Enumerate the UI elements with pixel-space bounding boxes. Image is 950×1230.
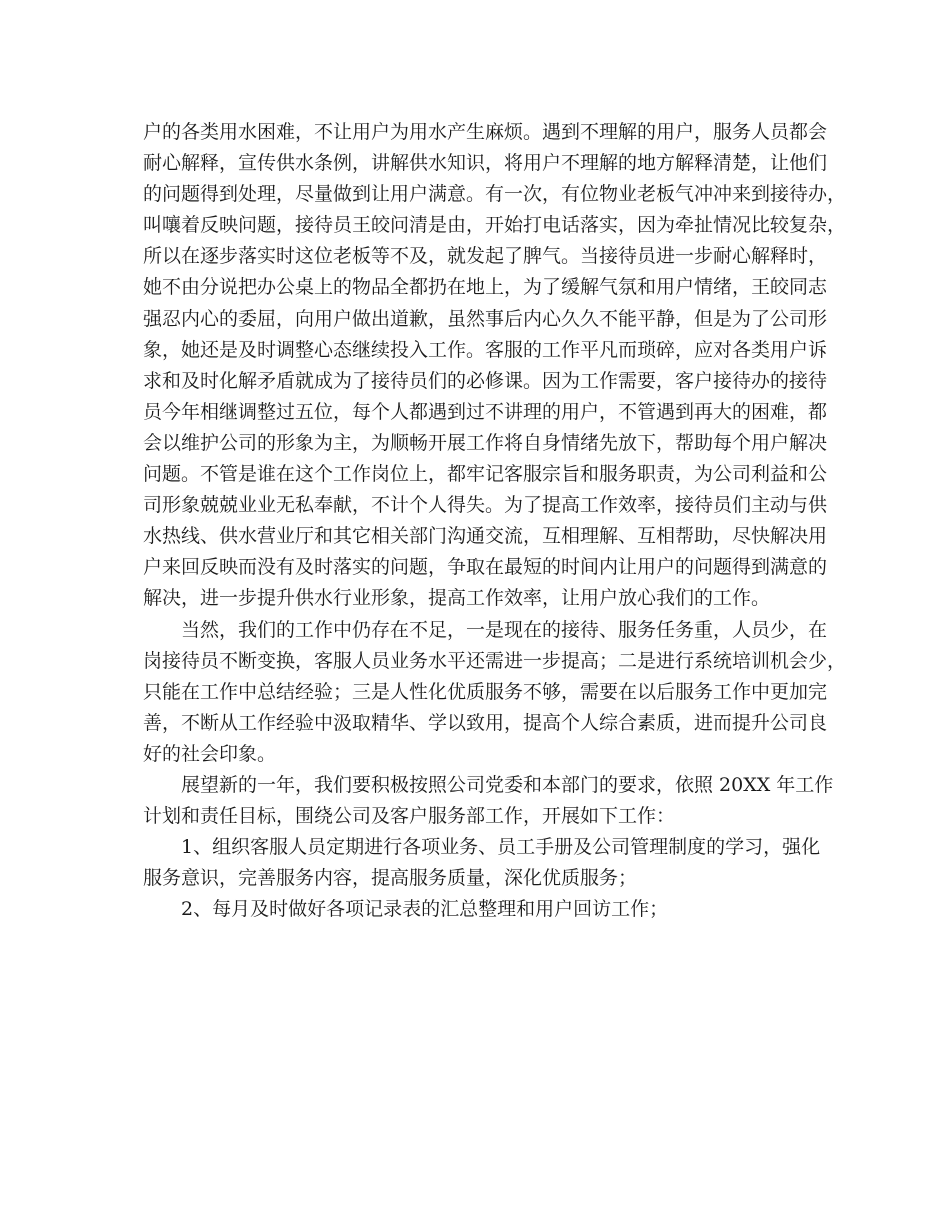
text-line: 员今年相继调整过五位，每个人都遇到过不讲理的用户，不管遇到再大的困难，都 <box>143 400 828 423</box>
text-line: 强忍内心的委屈，向用户做出道歉，虽然事后内心久久不能平静，但是为了公司形 <box>143 307 828 330</box>
text-line: 当然，我们的工作中仍存在不足，一是现在的接待、服务任务重，人员少，在 <box>181 618 828 641</box>
text-line: 善，不断从工作经验中汲取精华、学以致用，提高个人综合素质，进而提升公司良 <box>143 711 828 734</box>
text-line: 服务意识，完善服务内容，提高服务质量，深化优质服务； <box>143 867 638 890</box>
text-line: 户来回反映而没有及时落实的问题，争取在最短的时间内让用户的问题得到满意的 <box>143 556 828 579</box>
text-line: 所以在逐步落实时这位老板等不及，就发起了脾气。当接待员进一步耐心解释时， <box>143 245 828 268</box>
text-line: 户的各类用水困难，不让用户为用水产生麻烦。遇到不理解的用户，服务人员都会 <box>143 121 828 143</box>
text-line: 好的社会印象。 <box>143 742 277 765</box>
text-line: 象，她还是及时调整心态继续投入工作。客服的工作平凡而琐碎，应对各类用户诉 <box>143 338 828 361</box>
text-line: 计划和责任目标，围绕公司及客户服务部工作，开展如下工作： <box>143 805 676 828</box>
text-line: 她不由分说把办公桌上的物品全都扔在地上，为了缓解气氛和用户情绪，王皎同志 <box>143 276 828 299</box>
text-line: 1、组织客服人员定期进行各项业务、员工手册及公司管理制度的学习，强化 <box>181 836 821 859</box>
text-line: 岗接待员不断变换，客服人员业务水平还需进一步提高；二是进行系统培训机会少， <box>143 649 847 672</box>
text-line: 解决，进一步提升供水行业形象，提高工作效率，让用户放心我们的工作。 <box>143 587 771 610</box>
text-line: 司形象兢兢业业无私奉献，不计个人得失。为了提高工作效率，接待员们主动与供 <box>143 494 828 517</box>
text-line: 求和及时化解矛盾就成为了接待员们的必修课。因为工作需要，客户接待办的接待 <box>143 369 828 392</box>
text-line: 展望新的一年，我们要积极按照公司党委和本部门的要求，依照 20XX 年工作 <box>181 773 834 796</box>
text-line: 的问题得到处理，尽量做到让用户满意。有一次，有位物业老板气冲冲来到接待办， <box>143 183 847 206</box>
document-body <box>143 117 847 925</box>
text-line: 耐心解释，宣传供水条例，讲解供水知识，将用户不理解的地方解释清楚，让他们 <box>143 152 828 175</box>
text-line: 叫嚷着反映问题，接待员王皎问清是由，开始打电话落实，因为牵扯情况比较复杂， <box>143 214 847 237</box>
text-line: 2、每月及时做好各项记录表的汇总整理和用户回访工作； <box>181 898 669 921</box>
text-line: 水热线、供水营业厅和其它相关部门沟通交流，互相理解、互相帮助，尽快解决用 <box>143 525 828 548</box>
text-line: 只能在工作中总结经验；三是人性化优质服务不够，需要在以后服务工作中更加完 <box>143 680 828 703</box>
text-line: 会以维护公司的形象为主，为顺畅开展工作将自身情绪先放下，帮助每个用户解决 <box>143 431 828 454</box>
text-line: 问题。不管是谁在这个工作岗位上，都牢记客服宗旨和服务职责，为公司利益和公 <box>143 463 828 486</box>
